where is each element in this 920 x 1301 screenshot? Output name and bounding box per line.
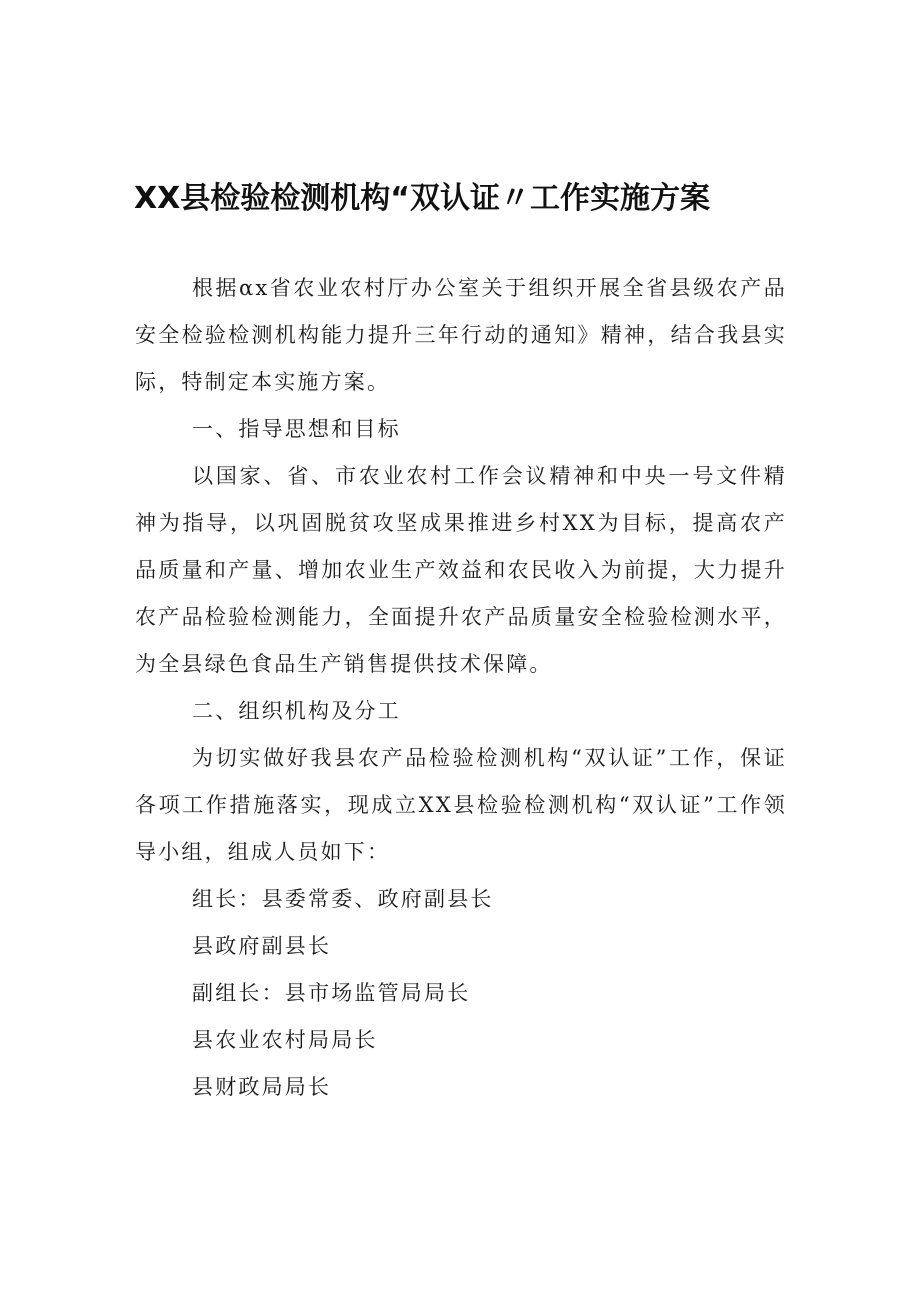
section-heading-organization: 二、组织机构及分工 [192, 699, 401, 723]
organization-paragraph: 为切实做好我县农产品检验检测机构“双认证”工作，保证各项工作措施落实，现成立XX县检验检测机构“双认证”工作领导小组，组成人员如下： [135, 746, 787, 864]
guiding-principles-paragraph: 以国家、省、市农业农村工作会议精神和中央一号文件精神为指导，以巩固脱贫攻坚成果推进乡村XX为目标，提高农产品质量和产量、增加农业生产效益和农民收入为前提，大力提升农产品检验检测能力，全面提升农产品质量安全检验检测水平，为全县绿色食品生产销售提供技术保障。 [135, 464, 787, 676]
member-line: 县政府副县长 [192, 934, 332, 958]
document-title: XX县检验检测机构“双认证〃工作实施方案 [134, 181, 710, 216]
document-body [135, 265, 787, 1111]
member-line: 副组长：县市场监管局局长 [192, 981, 471, 1005]
intro-paragraph: 根据αx省农业农村厅办公室关于组织开展全省县级农产品安全检验检测机构能力提升三年行动的通知》精神，结合我县实际，特制定本实施方案。 [135, 276, 787, 394]
member-line: 县农业农村局局长 [192, 1028, 378, 1052]
member-line: 组长：县委常委、政府副县长 [192, 887, 494, 911]
member-line: 县财政局局长 [192, 1075, 332, 1099]
section-heading-guiding-principles: 一、指导思想和目标 [192, 417, 401, 441]
